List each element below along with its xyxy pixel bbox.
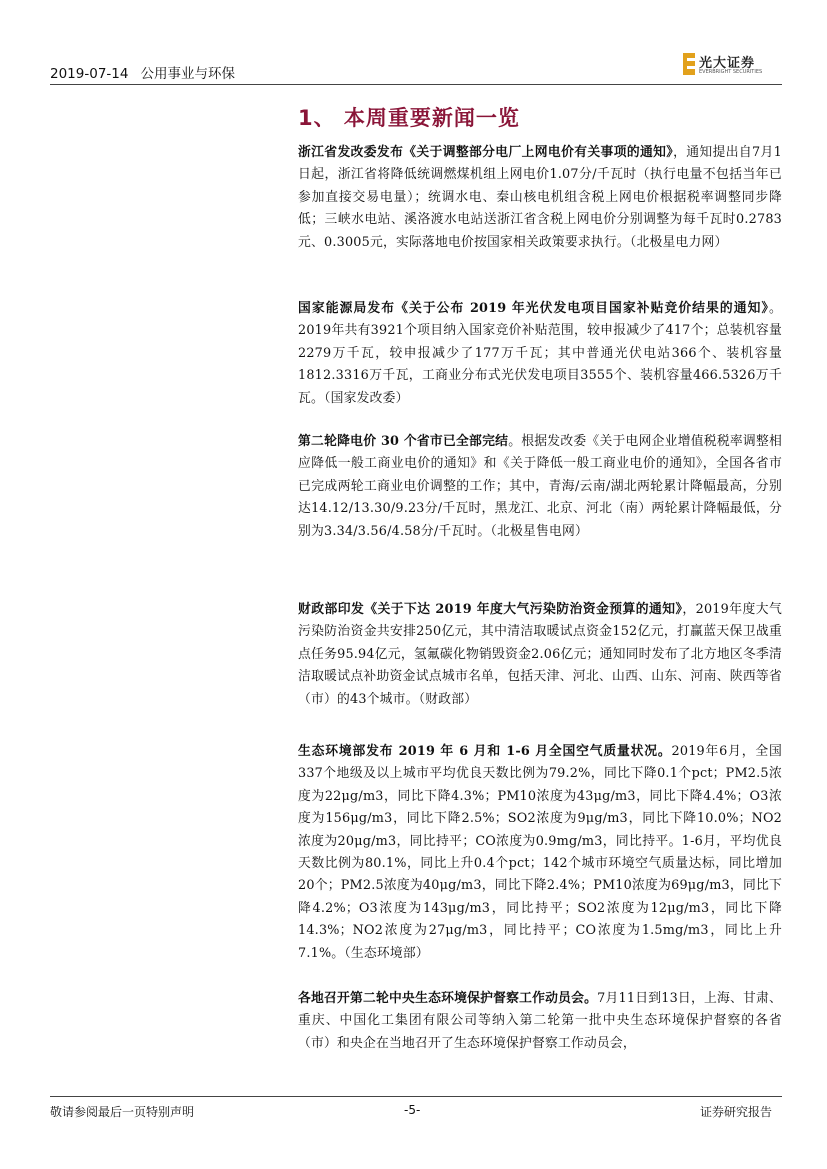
news-body: 。根据发改委《关于电网企业增值税税率调整相应降低一般工商业电价的通知》和《关于降低一般工商业电价的通知》，全国各省市已完成两轮工商业电价调整的工作；其中，青海/云南/湖北两轮累计降幅最高，分别达14.12/13.30/9.23分/千瓦时，黑龙江、北京、河北（南）两轮累计降幅最低，分别为3.34/3.56/4.58分/千瓦时。（北极星售电网） (298, 434, 782, 539)
footer-report-type: 证券研究报告 (700, 1105, 773, 1119)
report-category: 公用事业与环保 (140, 66, 235, 82)
company-logo (683, 52, 783, 78)
report-date: 2019-07-14 (50, 66, 129, 82)
header-text (50, 62, 235, 82)
news-headline: 各地召开第二轮中央生态环境保护督察工作动员会。 (298, 991, 598, 1006)
logo-english: EVERBRIGHT SECURITIES (699, 69, 763, 75)
news-body: ，通知提出自7月1日起，浙江省将降低统调燃煤机组上网电价1.07分/千瓦时（执行电量不包括当年已参加直接交易电量）；统调水电、秦山核电机组含税上网电价根据税率调整同步降低；三峡水电站、溪洛渡水电站送浙江省含税上网电价分别调整为每千瓦时0.2783元、0.3005元，实际落地电价按国家相关政策要求执行。（北极星电力网） (298, 145, 782, 250)
news-headline: 财政部印发《关于下达 2019 年度大气污染防治资金预算的通知》 (298, 602, 683, 617)
news-body: 。2019年共有3921个项目纳入国家竞价补贴范围，较申报减少了417个；总装机容量2279万千瓦，较申报减少了177万千瓦；其中普通光伏电站366个、装机容量1812.3316万千瓦，工商业分布式光伏发电项目3555个、装机容量466.5326万千瓦。（国家发改委） (298, 301, 782, 406)
news-item (298, 431, 782, 543)
news-item (298, 599, 782, 711)
news-item (298, 741, 782, 965)
news-body: 7月11日到13日，上海、甘肃、重庆、中国化工集团有限公司等纳入第二轮第一批中央生态环境保护督察的各省（市）和央企在当地召开了生态环境保护督察工作动员会， (298, 991, 782, 1051)
news-item (298, 142, 782, 254)
news-body: 2019年6月，全国337个地级及以上城市平均优良天数比例为79.2%，同比下降0.1个pct；PM2.5浓度为22μg/m3，同比下降4.3%；PM10浓度为43μg/m3，同比下降4.4%；O3浓度为156μg/m3，同比下降2.5%；SO2浓度为9μg/m3，同比下降10.0%；NO2浓度为20μg/m3，同比持平；CO浓度为0.9mg/m3，同比持平。1-6月，平均优良天数比例为80.1%，同比上升0.4个pct；142个城市环境空气质量达标，同比增加20个；PM2.5浓度为40μg/m3，同比下降2.4%；PM10浓度为69μg/m3，同比下降4.2%；O3浓度为143μg/m3，同比持平；SO2浓度为12μg/m3，同比下降14.3%；NO2浓度为27μg/m3，同比持平；CO浓度为1.5mg/m3，同比上升7.1%。（生态环境部） (298, 744, 782, 961)
news-body: ，2019年度大气污染防治资金共安排250亿元，其中清洁取暖试点资金152亿元，打赢蓝天保卫战重点任务95.94亿元，氢氟碳化物销毁资金2.06亿元；通知同时发布了北方地区冬季清洁取暖试点补助资金试点城市名单，包括天津、河北、山西、山东、河南、陕西等省（市）的43个城市。（财政部） (298, 602, 782, 707)
news-headline: 生态环境部发布 2019 年 6 月和 1-6 月全国空气质量状况。 (298, 744, 672, 759)
logo-mark-icon (683, 53, 695, 75)
news-headline: 第二轮降电价 30 个省市已全部完结 (298, 434, 509, 449)
footer-disclaimer: 敬请参阅最后一页特别声明 (50, 1105, 195, 1119)
logo-name: 光大证券 (699, 56, 756, 71)
page-number: -5- (404, 1103, 421, 1117)
header-divider (50, 84, 782, 85)
section-title: 1、 本周重要新闻一览 (298, 106, 520, 130)
footer-divider (50, 1096, 782, 1097)
news-item (298, 988, 782, 1055)
news-headline: 浙江省发改委发布《关于调整部分电厂上网电价有关事项的通知》 (298, 145, 674, 160)
news-headline: 国家能源局发布《关于公布 2019 年光伏发电项目国家补贴竞价结果的通知》 (298, 301, 769, 316)
news-item (298, 298, 782, 410)
